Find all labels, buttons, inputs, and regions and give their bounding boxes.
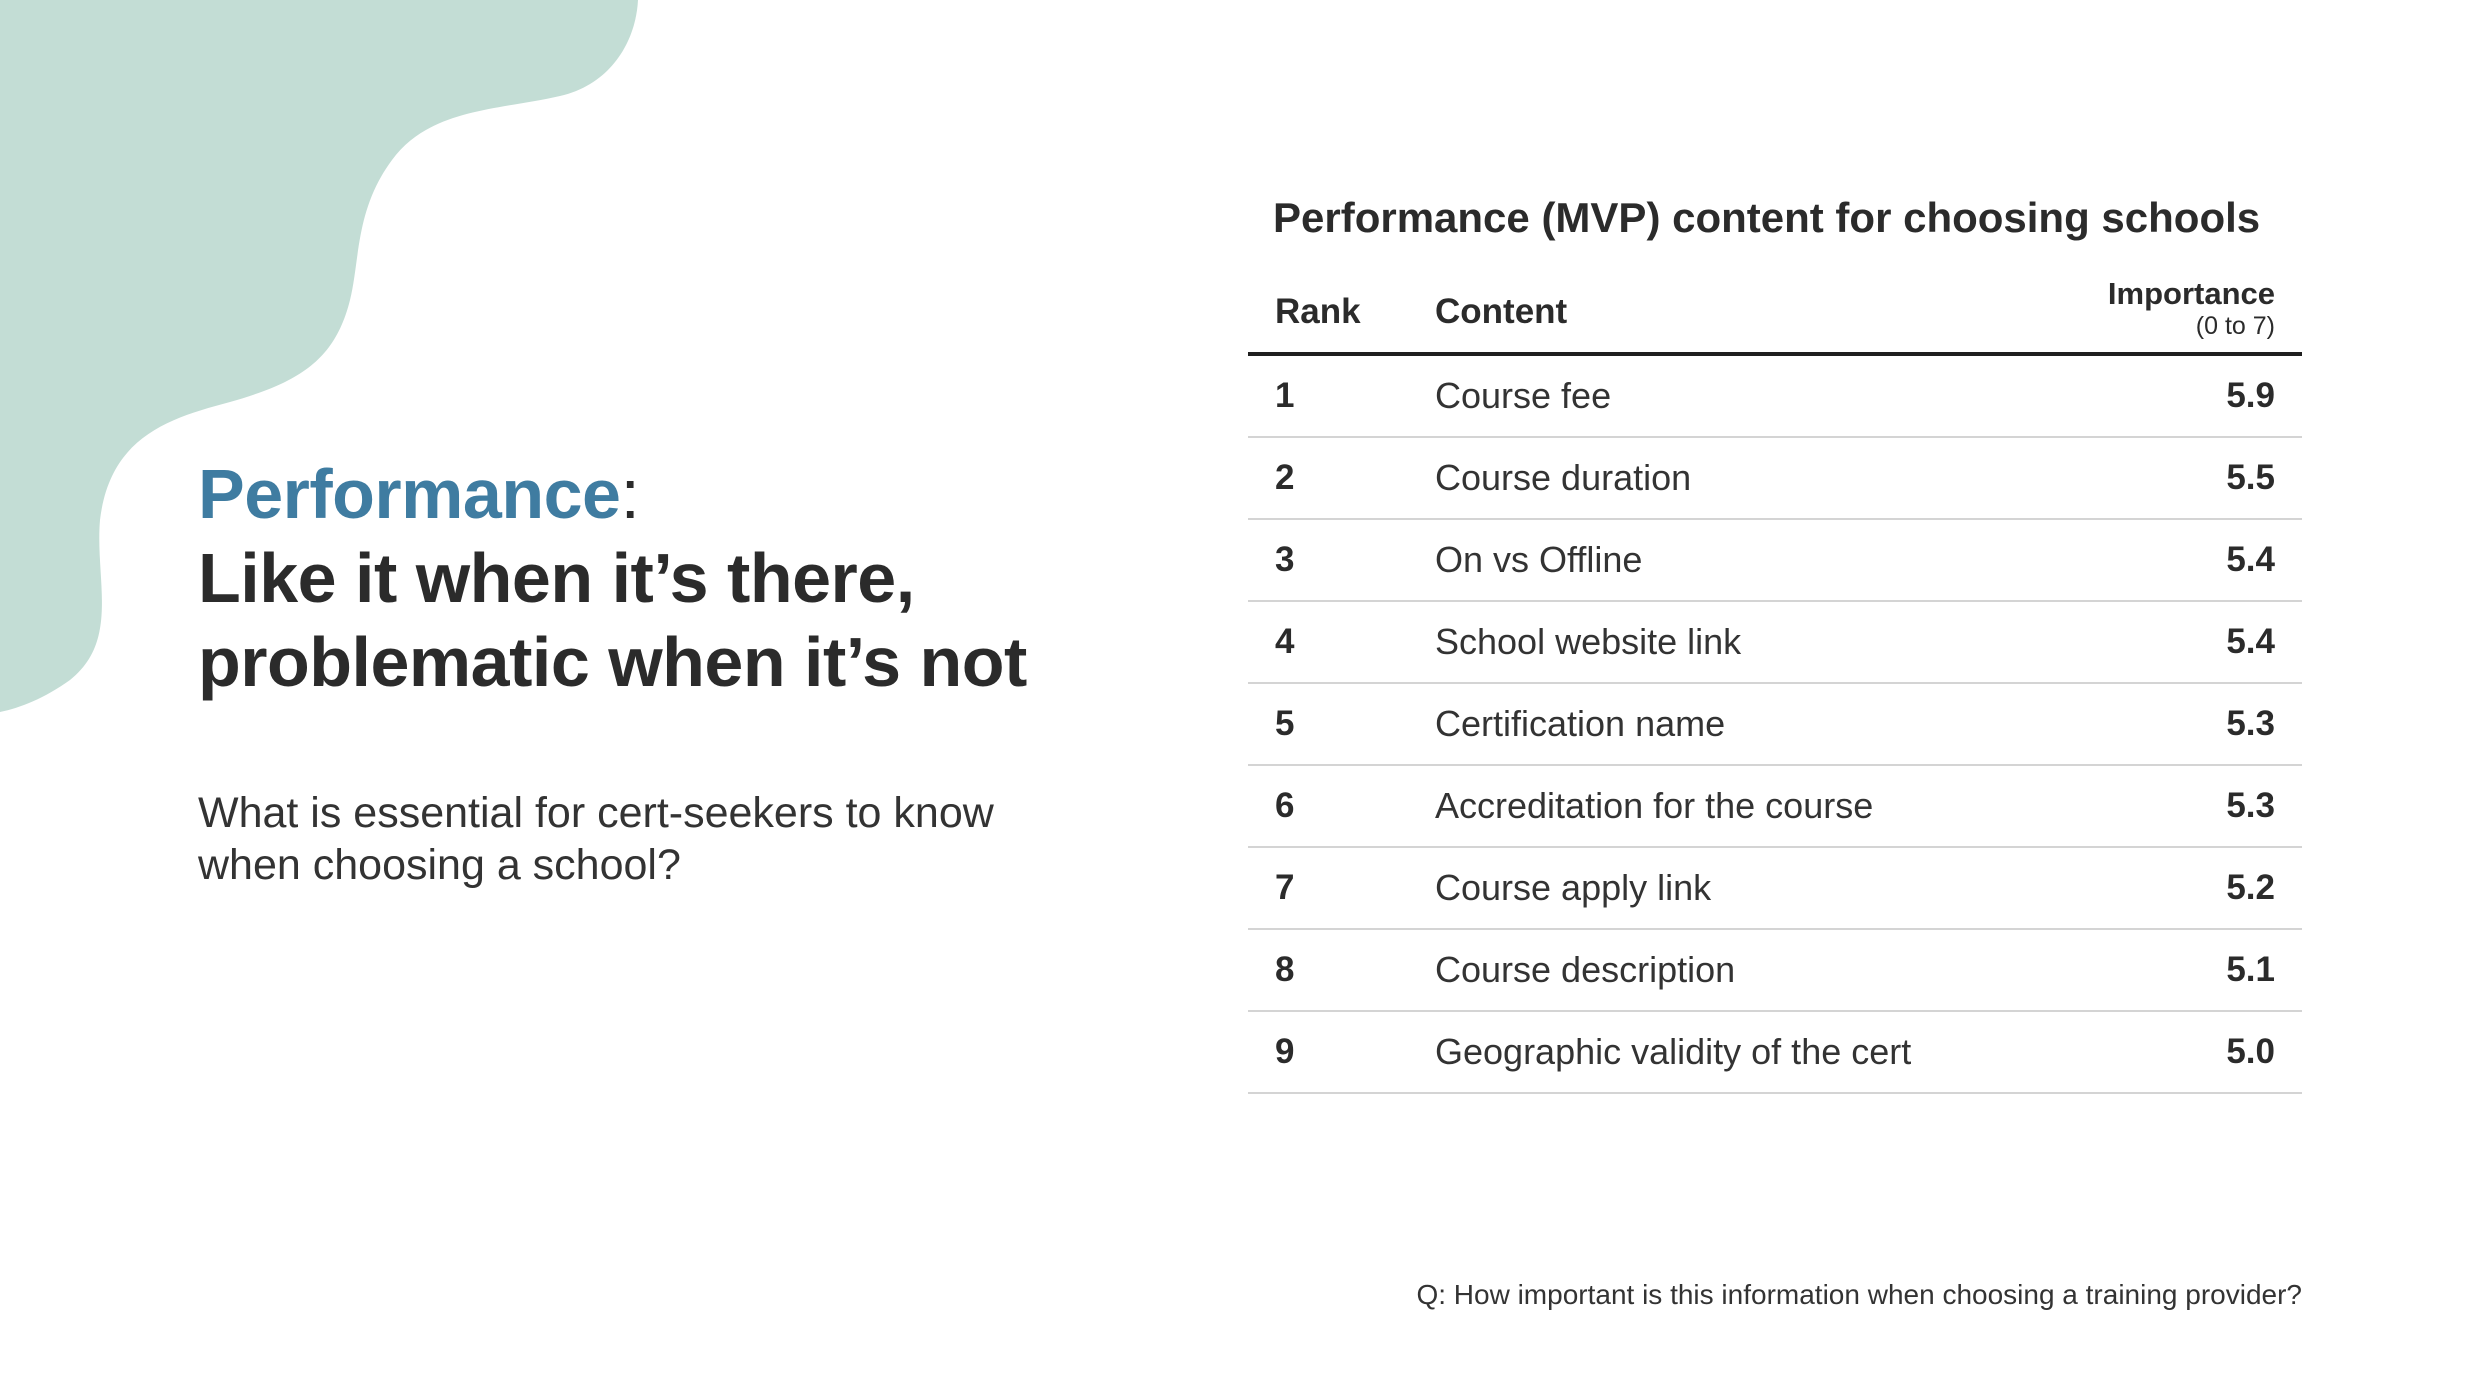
content-cell: Course apply link	[1435, 847, 1975, 929]
rank-cell: 3	[1248, 519, 1435, 601]
importance-cell: 5.4	[1975, 601, 2302, 683]
rank-cell: 7	[1248, 847, 1435, 929]
table-row	[1248, 1011, 2302, 1093]
content-cell: Course description	[1435, 929, 1975, 1011]
ranking-table-section	[1248, 185, 2302, 1094]
table-row	[1248, 765, 2302, 847]
headline-line-3: problematic when it’s not	[198, 623, 1027, 701]
table-row	[1248, 354, 2302, 437]
rank-cell: 5	[1248, 683, 1435, 765]
table-row	[1248, 847, 2302, 929]
headline-line-2: Like it when it’s there,	[198, 539, 915, 617]
importance-cell: 5.0	[1975, 1011, 2302, 1093]
rank-cell: 2	[1248, 437, 1435, 519]
table-row	[1248, 929, 2302, 1011]
rank-cell: 6	[1248, 765, 1435, 847]
rank-cell: 9	[1248, 1011, 1435, 1093]
content-cell: Course duration	[1435, 437, 1975, 519]
slide-headline	[198, 452, 1098, 704]
content-cell: Geographic validity of the cert	[1435, 1011, 1975, 1093]
importance-cell: 5.2	[1975, 847, 2302, 929]
headline-section	[198, 452, 1098, 889]
survey-question-footnote: Q: How important is this information when choosing a training provider?	[1416, 1279, 2302, 1310]
ranking-table	[1248, 266, 2302, 1094]
content-cell: On vs Offline	[1435, 519, 1975, 601]
importance-cell: 5.4	[1975, 519, 2302, 601]
header-importance	[1975, 266, 2302, 354]
slide-subtitle	[198, 787, 1098, 891]
importance-cell: 5.1	[1975, 929, 2302, 1011]
table-title: Performance (MVP) content for choosing schools	[1273, 194, 2261, 241]
table-row	[1248, 683, 2302, 765]
importance-cell: 5.5	[1975, 437, 2302, 519]
table-row	[1248, 519, 2302, 601]
rank-cell: 4	[1248, 601, 1435, 683]
headline-accent-word: Performance	[198, 455, 621, 533]
headline-colon: :	[620, 455, 640, 533]
importance-cell: 5.3	[1975, 683, 2302, 765]
header-importance-label: Importance	[2107, 276, 2275, 311]
subtitle-line-2: when choosing a school?	[198, 841, 681, 889]
header-rank: Rank	[1248, 266, 1435, 354]
table-row	[1248, 601, 2302, 683]
table-row	[1248, 437, 2302, 519]
header-content: Content	[1435, 266, 1975, 354]
content-cell: School website link	[1435, 601, 1975, 683]
content-cell: Certification name	[1435, 683, 1975, 765]
rank-cell: 8	[1248, 929, 1435, 1011]
table-header-row	[1248, 266, 2302, 354]
content-cell: Accreditation for the course	[1435, 765, 1975, 847]
header-importance-range: (0 to 7)	[2195, 312, 2275, 340]
content-cell: Course fee	[1435, 354, 1975, 437]
rank-cell: 1	[1248, 354, 1435, 437]
subtitle-line-1: What is essential for cert-seekers to know	[198, 789, 994, 837]
importance-cell: 5.3	[1975, 765, 2302, 847]
importance-cell: 5.9	[1975, 354, 2302, 437]
